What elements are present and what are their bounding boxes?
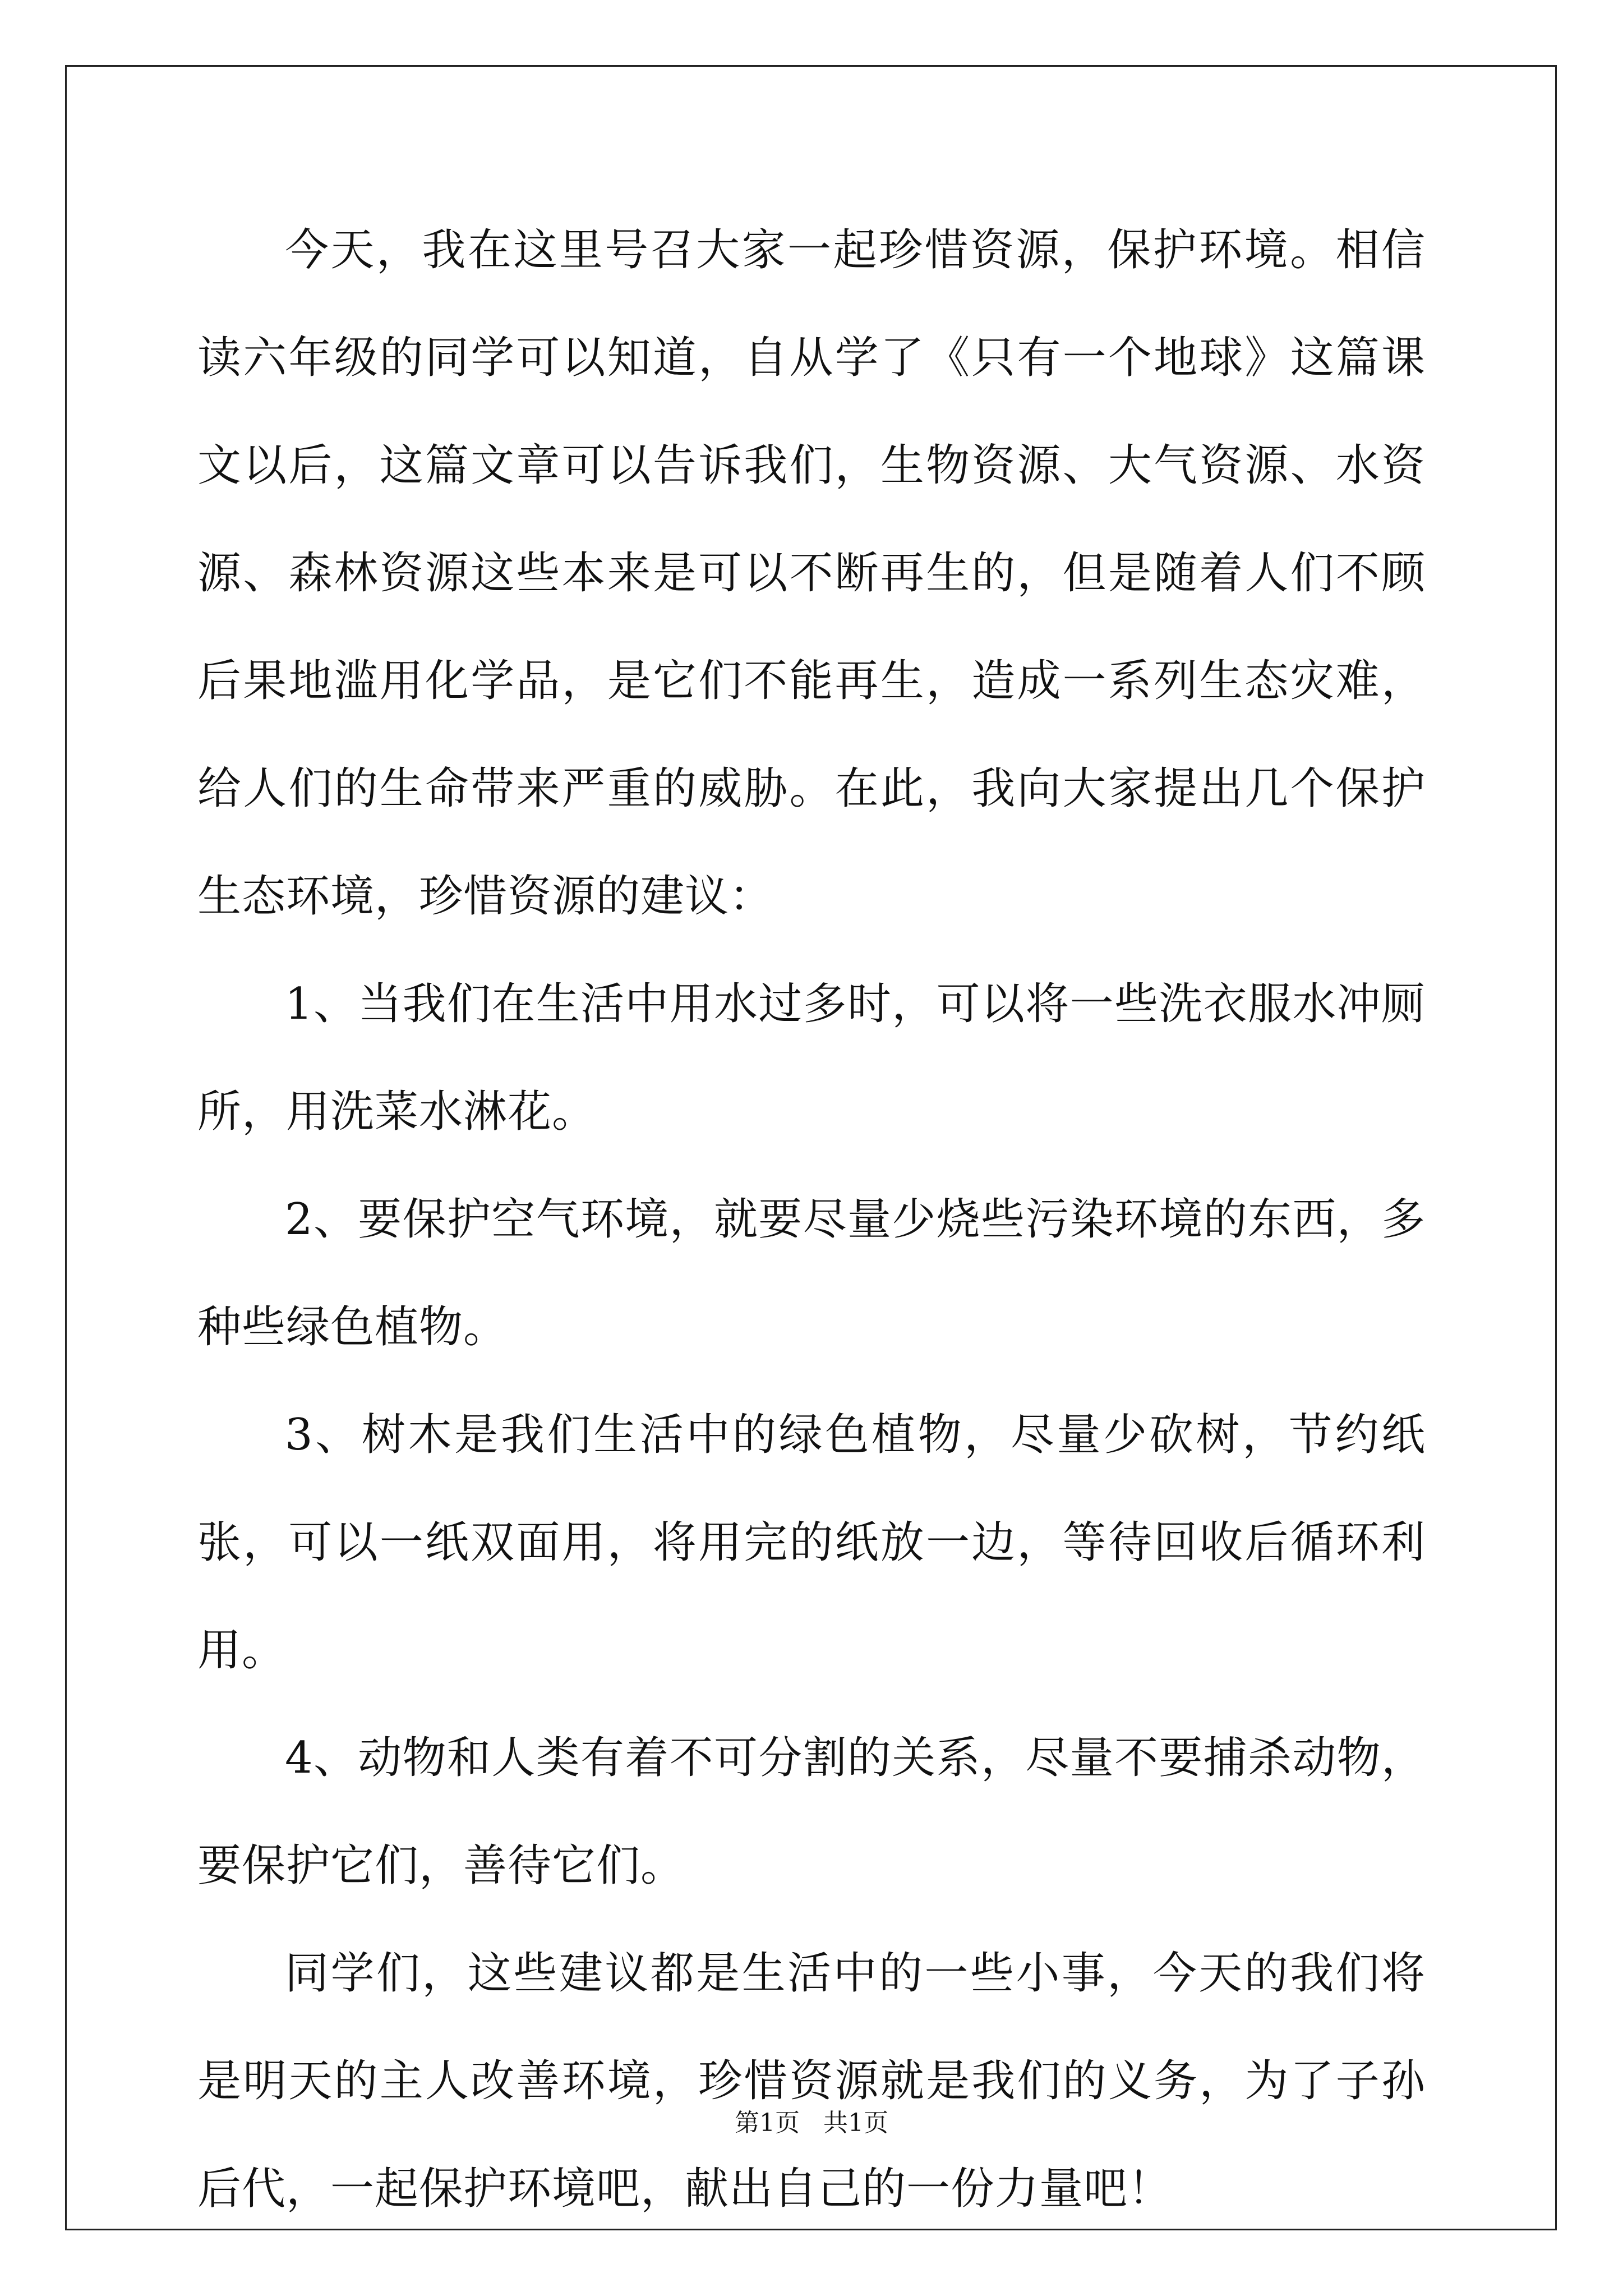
paragraph-suggestion-3: 3、树木是我们生活中的绿色植物，尽量少砍树，节约纸张，可以一纸双面用，将用完的纸放一边，等待回收后循环利用。	[197, 1410, 1426, 1676]
document-body	[197, 196, 1426, 2243]
page-number-total: 共1页	[823, 2109, 888, 2137]
paragraph-suggestion-4: 4、动物和人类有着不可分割的关系，尽量不要捕杀动物，要保护它们，善待它们。	[197, 1733, 1426, 1891]
paragraph-intro: 今天，我在这里号召大家一起珍惜资源，保护环境。相信读六年级的同学可以知道，自从学了《只有一个地球》这篇课文以后，这篇文章可以告诉我们，生物资源、大气资源、水资源、森林资源这些本来是可以不断再生的，但是随着人们不顾后果地滥用化学品，是它们不能再生，造成一系列生态灾难，给人们的生命带来严重的威胁。在此，我向大家提出几个保护生态环境，珍惜资源的建议：	[197, 225, 1426, 922]
paragraph-suggestion-1: 1、当我们在生活中用水过多时，可以将一些洗衣服水冲厕所，用洗菜水淋花。	[197, 979, 1426, 1137]
paragraph-conclusion: 同学们，这些建议都是生活中的一些小事，今天的我们将是明天的主人改善环境，珍惜资源就是我们的义务，为了子孙后代，一起保护环境吧，献出自己的一份力量吧！	[197, 1948, 1426, 2214]
paragraph-suggestion-2: 2、要保护空气环境，就要尽量少烧些污染环境的东西，多种些绿色植物。	[197, 1194, 1426, 1352]
page-number-current: 第1页	[735, 2109, 800, 2137]
page-footer	[0, 2102, 1623, 2138]
